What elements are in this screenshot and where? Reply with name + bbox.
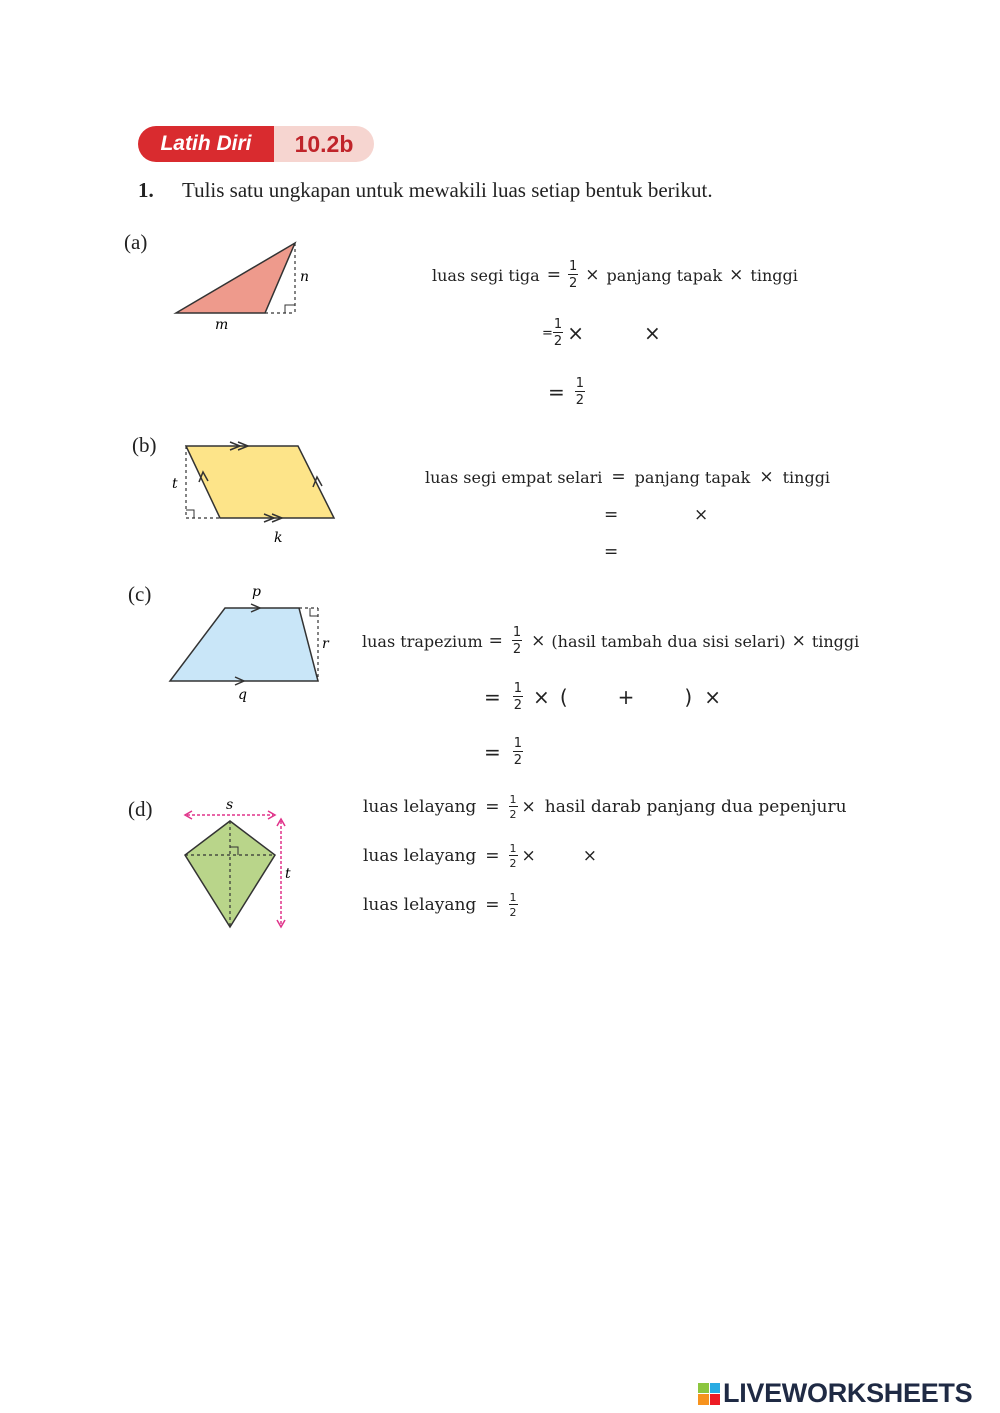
- liveworksheets-logo: [698, 1378, 972, 1409]
- times-sign: ×: [791, 631, 806, 651]
- part-d-lhs: luas lelayang: [363, 846, 477, 866]
- equals-sign: =: [485, 797, 500, 817]
- plus-sign: +: [617, 685, 635, 709]
- part-c-end: tinggi: [811, 631, 860, 651]
- badge-number: 10.2b: [274, 126, 374, 162]
- trapezium-height-label: r: [322, 636, 329, 652]
- half-fraction: $\frac{1}{2}$: [513, 681, 523, 713]
- part-a-line-1: [432, 260, 798, 290]
- equals-sign: =: [485, 846, 500, 866]
- times-sign: ×: [531, 631, 546, 651]
- trapezium-bottom-label: q: [238, 687, 247, 703]
- times-sign: ×: [704, 685, 721, 709]
- half-fraction: $\frac{1}{2}$: [568, 259, 578, 291]
- right-paren: ): [684, 685, 693, 709]
- part-d-rhs: hasil darab panjang dua pepenjuru: [544, 797, 847, 817]
- part-a-end: tinggi: [750, 265, 798, 285]
- equals-sign: =: [542, 325, 553, 341]
- triangle-shape: [176, 243, 295, 313]
- parallelogram-figure: [168, 438, 343, 548]
- times-sign: ×: [533, 685, 550, 709]
- question-text: Tulis satu ungkapan untuk mewakili luas setiap bentuk berikut.: [182, 178, 713, 202]
- part-c-rhs: (hasil tambah dua sisi selari): [551, 631, 786, 651]
- half-fraction: $\frac{1}{2}$: [509, 891, 517, 919]
- half-fraction: $\frac{1}{2}$: [575, 376, 585, 408]
- part-d-lhs: luas lelayang: [363, 895, 477, 915]
- triangle-base-label: m: [215, 317, 229, 333]
- times-sign: ×: [643, 321, 661, 345]
- part-c-label: (c): [128, 582, 152, 606]
- part-c-lhs: luas trapezium: [362, 631, 483, 651]
- trapezium-top-label: p: [252, 584, 261, 600]
- exercise-badge: [138, 126, 374, 162]
- equals-sign: =: [548, 380, 565, 404]
- part-c-line-3: [484, 737, 523, 767]
- part-b-end: tinggi: [782, 467, 831, 487]
- times-sign: ×: [521, 797, 536, 817]
- kite-width-label: s: [226, 797, 234, 813]
- part-b-line-1: [425, 467, 830, 487]
- triangle-height-label: n: [300, 269, 310, 285]
- trapezium-shape: [170, 608, 318, 681]
- part-d-lhs: luas lelayang: [363, 797, 477, 817]
- badge-title: Latih Diri: [138, 126, 274, 162]
- half-fraction: $\frac{1}{2}$: [553, 317, 563, 349]
- part-a-rhs: panjang tapak: [606, 265, 723, 285]
- kite-figure: [175, 795, 300, 935]
- part-d-line-3: [363, 892, 518, 918]
- part-a-lhs: luas segi tiga: [432, 265, 540, 285]
- part-d-label: (d): [128, 797, 153, 821]
- parallelogram-height-label: t: [172, 476, 178, 492]
- half-fraction: $\frac{1}{2}$: [509, 793, 517, 821]
- half-fraction: $\frac{1}{2}$: [509, 842, 517, 870]
- equals-sign: =: [485, 895, 500, 915]
- part-c-line-2: [484, 682, 721, 712]
- equals-sign: =: [488, 631, 503, 651]
- part-a-line-2: [542, 318, 661, 348]
- equals-sign: =: [546, 265, 561, 285]
- times-sign: ×: [759, 467, 774, 487]
- part-b-line-2-eq: =: [604, 505, 619, 525]
- part-b-label: (b): [132, 433, 157, 457]
- equals-sign: =: [484, 740, 501, 764]
- times-sign: ×: [582, 846, 598, 866]
- part-b-line-3-eq: =: [604, 542, 619, 562]
- part-d-line-1: [363, 794, 847, 820]
- half-fraction: $\frac{1}{2}$: [513, 736, 523, 768]
- question-number: 1.: [138, 178, 154, 202]
- part-b-lhs: luas segi empat selari: [425, 467, 603, 487]
- times-sign: ×: [585, 265, 600, 285]
- kite-height-label: t: [285, 866, 291, 882]
- part-b-rhs: panjang tapak: [634, 467, 751, 487]
- parallelogram-base-label: k: [274, 530, 283, 546]
- part-a-label: (a): [124, 230, 148, 254]
- part-d-line-2: [363, 843, 597, 869]
- part-b-line-2-times: ×: [694, 505, 709, 525]
- trapezium-figure: [165, 580, 340, 705]
- times-sign: ×: [729, 265, 744, 285]
- parallelogram-shape: [186, 446, 334, 518]
- times-sign: ×: [567, 321, 584, 345]
- equals-sign: =: [611, 467, 626, 487]
- logo-text: LIVEWORKSHEETS: [723, 1378, 973, 1408]
- part-a-line-3: [548, 377, 585, 407]
- right-angle-mark: [285, 305, 295, 313]
- left-paren: (: [559, 685, 568, 709]
- half-fraction: $\frac{1}{2}$: [512, 625, 522, 657]
- times-sign: ×: [521, 846, 536, 866]
- triangle-figure: [165, 235, 325, 335]
- equals-sign: =: [484, 685, 501, 709]
- part-c-line-1: [362, 626, 859, 656]
- logo-icon: [698, 1383, 720, 1405]
